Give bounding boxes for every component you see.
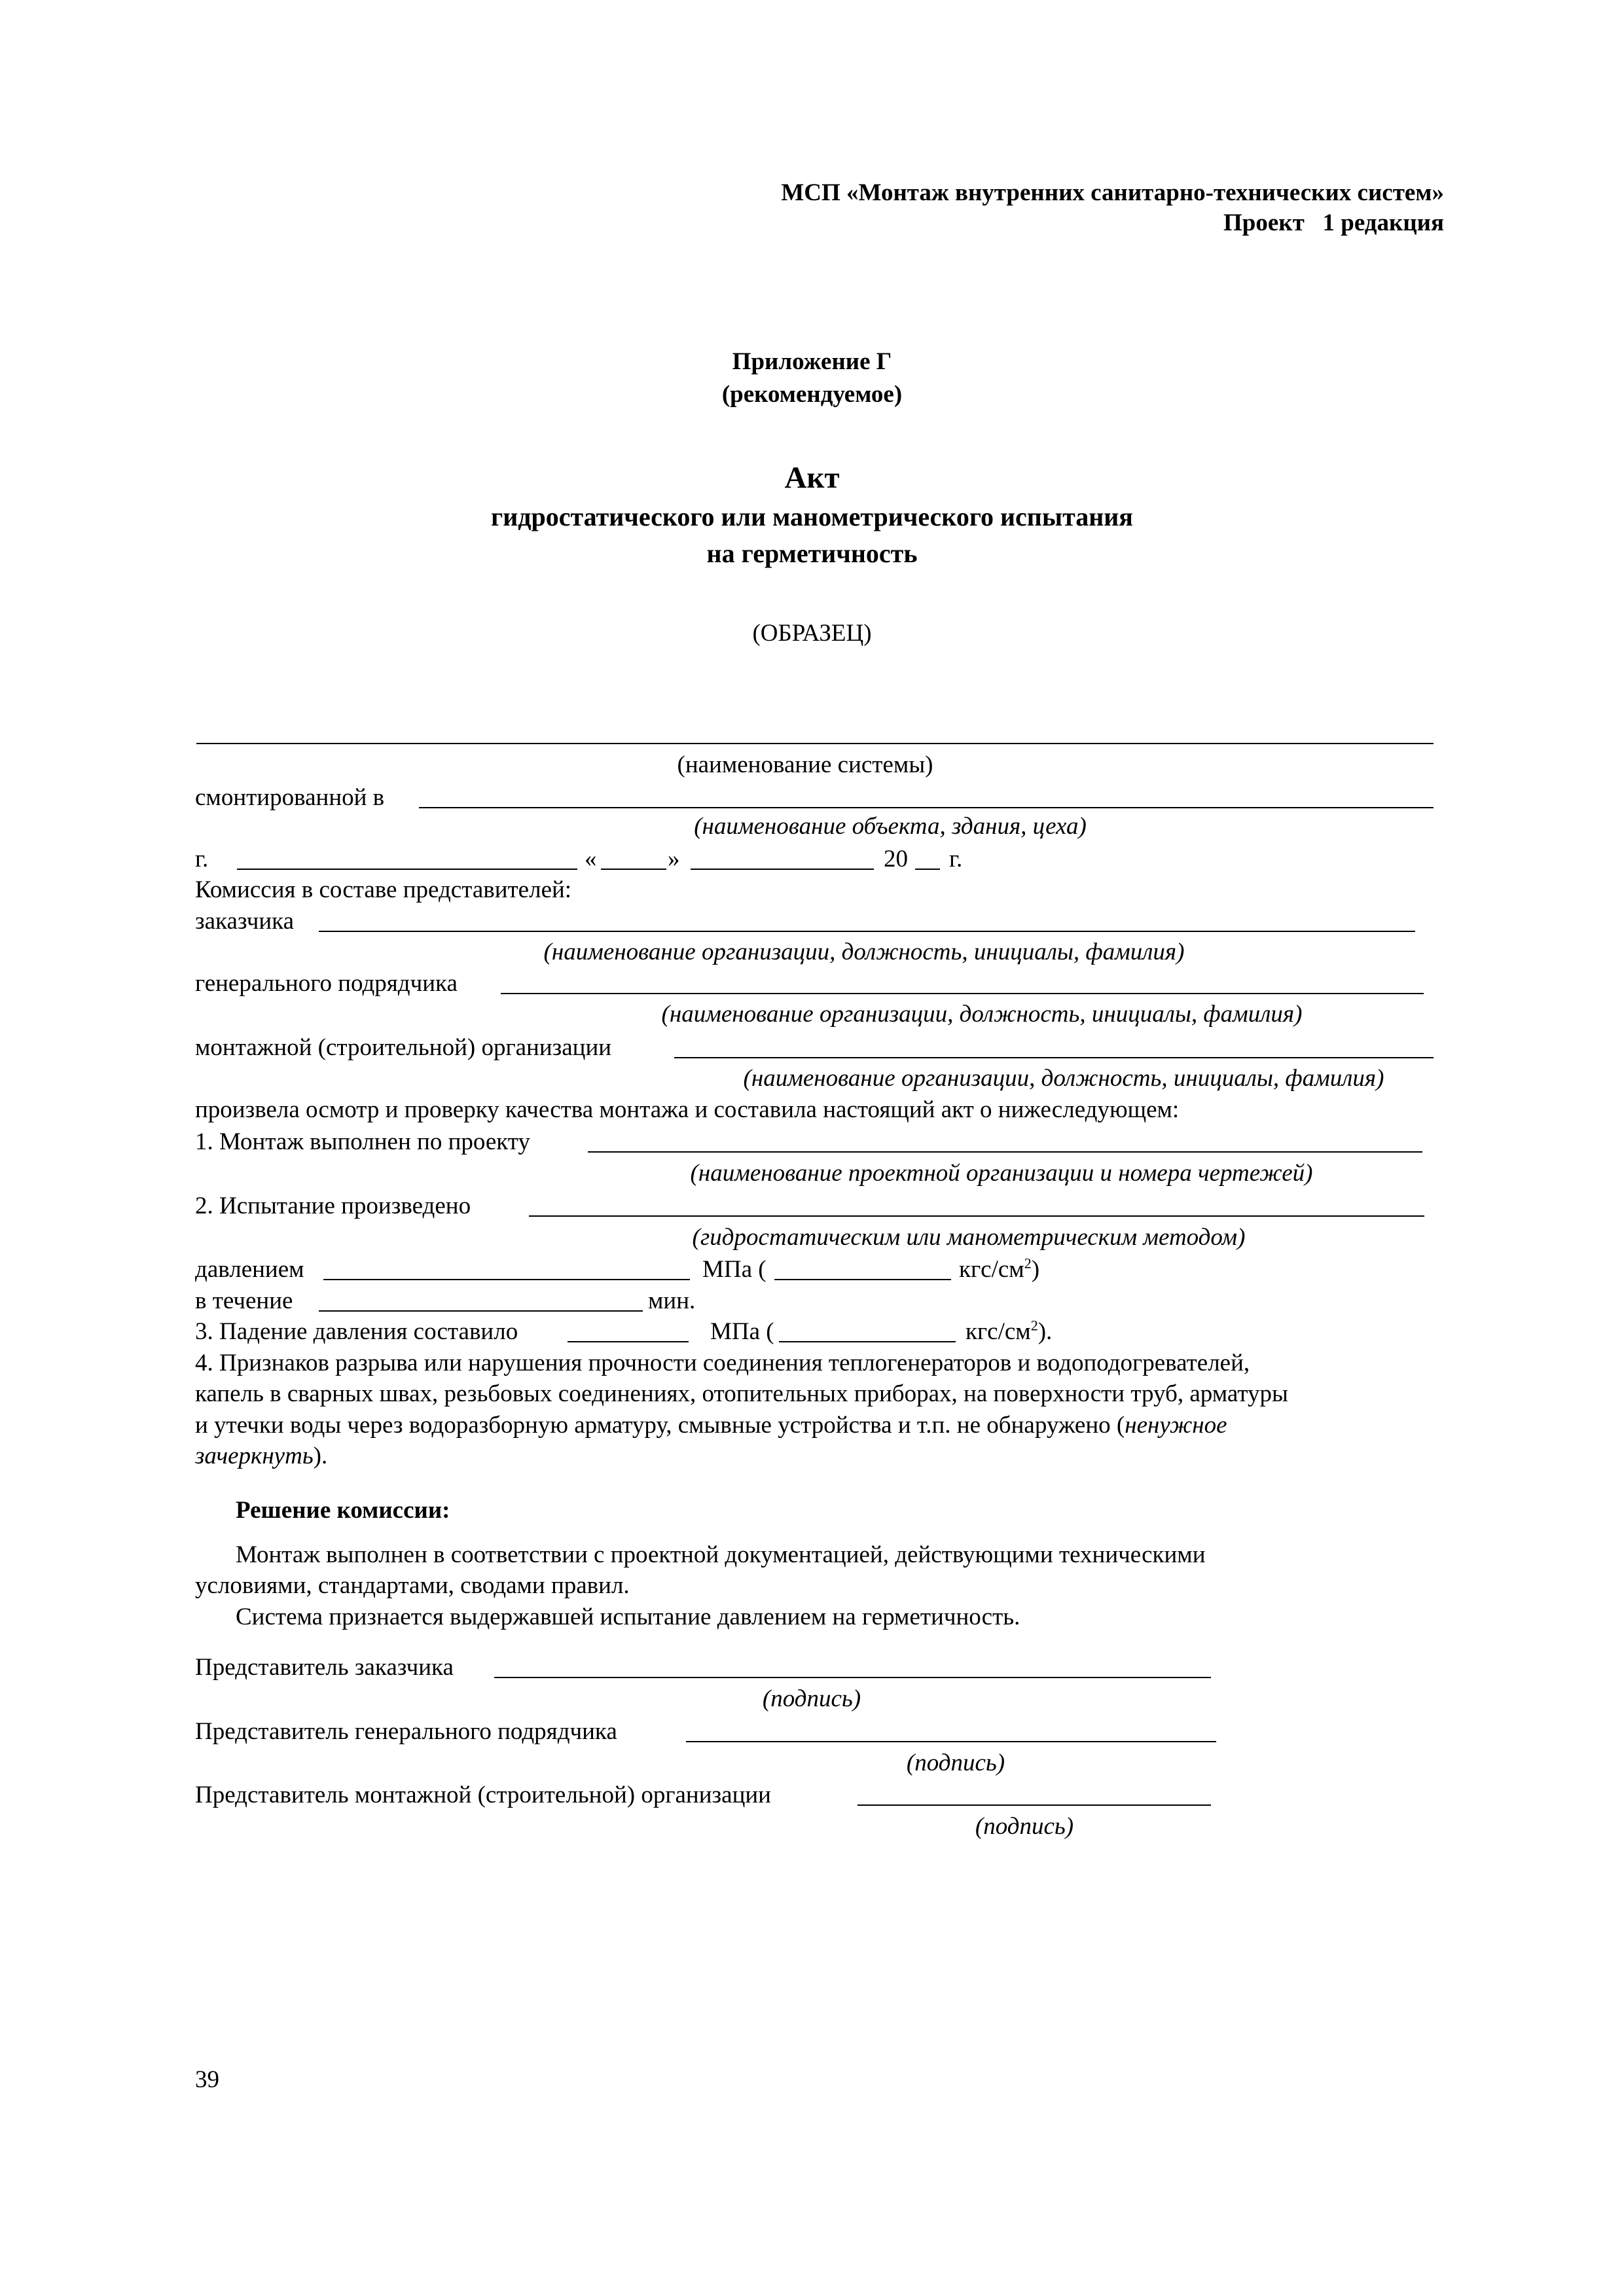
date-open-quote: «	[585, 846, 597, 872]
system-name-line[interactable]	[196, 743, 1434, 744]
installer-rep-sign-hint: (подпись)	[975, 1813, 1074, 1840]
header-edition: Проект 1 редакция	[1223, 209, 1444, 236]
system-name-hint: (наименование системы)	[677, 751, 933, 778]
drop-kgf-unit: кгс/$см^2$).	[965, 1317, 1053, 1345]
method-hint: (гидростатическим или манометрическим методом)	[692, 1224, 1246, 1251]
duration-unit: мин.	[648, 1287, 696, 1314]
contractor-rep-signature-line[interactable]	[686, 1741, 1216, 1742]
act-title: Акт	[784, 461, 840, 495]
customer-rep-signature-line[interactable]	[494, 1677, 1211, 1678]
commission-label: Комиссия в составе представителей:	[195, 876, 572, 903]
day-line[interactable]	[601, 869, 666, 870]
customer-hint: (наименование организации, должность, инициалы, фамилия)	[543, 939, 1185, 965]
installer-rep-label: Представитель монтажной (строительной) организации	[195, 1782, 771, 1808]
year-suffix: г.	[949, 846, 963, 872]
general-contractor-line[interactable]	[501, 993, 1424, 994]
customer-rep-label: Представитель заказчика	[195, 1654, 454, 1681]
year-label: 20	[884, 846, 908, 872]
pressure-label: давлением	[195, 1256, 304, 1283]
item4-line1: 4. Признаков разрыва или нарушения прочности соединения теплогенераторов и водоподогревателей,	[195, 1350, 1250, 1376]
decision-para1-line1: Монтаж выполнен в соответствии с проектной документацией, действующими техническими	[236, 1541, 1206, 1568]
header-standard: МСП «Монтаж внутренних санитарно-технических систем»	[781, 179, 1444, 206]
drop-mpa-line[interactable]	[568, 1341, 689, 1342]
item2-label: 2. Испытание произведено	[195, 1193, 471, 1219]
object-name-hint: (наименование объекта, здания, цеха)	[694, 813, 1087, 840]
installation-org-line[interactable]	[674, 1057, 1434, 1058]
item4-line3: и утечки воды через водоразборную арматуру, смывные устройства и т.п. не обнаружено (ненужное	[195, 1412, 1227, 1439]
pressure-mpa-line[interactable]	[323, 1279, 690, 1280]
drop-mpa-unit: МПа (	[710, 1318, 774, 1345]
decision-title: Решение комиссии:	[236, 1497, 450, 1524]
customer-line[interactable]	[319, 931, 1415, 932]
pressure-kgf-line[interactable]	[774, 1279, 951, 1280]
duration-label: в течение	[195, 1287, 293, 1314]
date-close-quote: »	[668, 846, 680, 872]
installation-org-hint: (наименование организации, должность, инициалы, фамилия)	[743, 1065, 1384, 1092]
drop-kgf-line[interactable]	[779, 1341, 956, 1342]
item4-line4: зачеркнуть).	[195, 1443, 328, 1469]
installer-rep-signature-line[interactable]	[857, 1804, 1211, 1806]
page-number: 39	[195, 2066, 219, 2093]
item3-label: 3. Падение давления составило	[195, 1318, 518, 1345]
object-name-line[interactable]	[419, 807, 1434, 808]
customer-rep-sign-hint: (подпись)	[762, 1685, 861, 1712]
installation-org-label: монтажной (строительной) организации	[195, 1034, 612, 1061]
general-contractor-label: генерального подрядчика	[195, 970, 458, 997]
decision-para1-line2: условиями, стандартами, сводами правил.	[195, 1572, 630, 1599]
method-line[interactable]	[529, 1215, 1424, 1217]
decision-para2: Система признается выдержавшей испытание давлением на герметичность.	[236, 1604, 1020, 1630]
contractor-rep-sign-hint: (подпись)	[906, 1749, 1005, 1776]
pressure-kgf-unit: кгс/$см^2$)	[959, 1255, 1040, 1283]
general-contractor-hint: (наименование организации, должность, инициалы, фамилия)	[661, 1001, 1303, 1028]
year-line[interactable]	[915, 869, 940, 870]
project-hint: (наименование проектной организации и номера чертежей)	[690, 1160, 1313, 1187]
customer-label: заказчика	[195, 908, 294, 935]
contractor-rep-label: Представитель генерального подрядчика	[195, 1718, 617, 1745]
item4-line2: капель в сварных швах, резьбовых соединениях, отопительных приборах, на поверхности труб, арматуры	[195, 1380, 1288, 1407]
city-line[interactable]	[237, 869, 577, 870]
appendix-note: (рекомендуемое)	[721, 381, 903, 408]
item1-label: 1. Монтаж выполнен по проекту	[195, 1128, 530, 1155]
duration-line[interactable]	[319, 1310, 643, 1312]
project-line[interactable]	[588, 1151, 1422, 1153]
act-subtitle-1: гидростатического или манометрического испытания	[491, 502, 1133, 531]
act-subtitle-2: на герметичность	[706, 539, 918, 568]
month-line[interactable]	[691, 869, 874, 870]
city-label: г.	[195, 846, 209, 872]
mounted-in-label: смонтированной в	[195, 784, 385, 811]
appendix-title: Приложение Г	[732, 348, 892, 375]
pressure-mpa-unit: МПа (	[702, 1256, 767, 1283]
inspection-statement: произвела осмотр и проверку качества монтажа и составила настоящий акт о нижеследующем:	[195, 1096, 1180, 1123]
sample-label: (ОБРАЗЕЦ)	[752, 620, 872, 647]
